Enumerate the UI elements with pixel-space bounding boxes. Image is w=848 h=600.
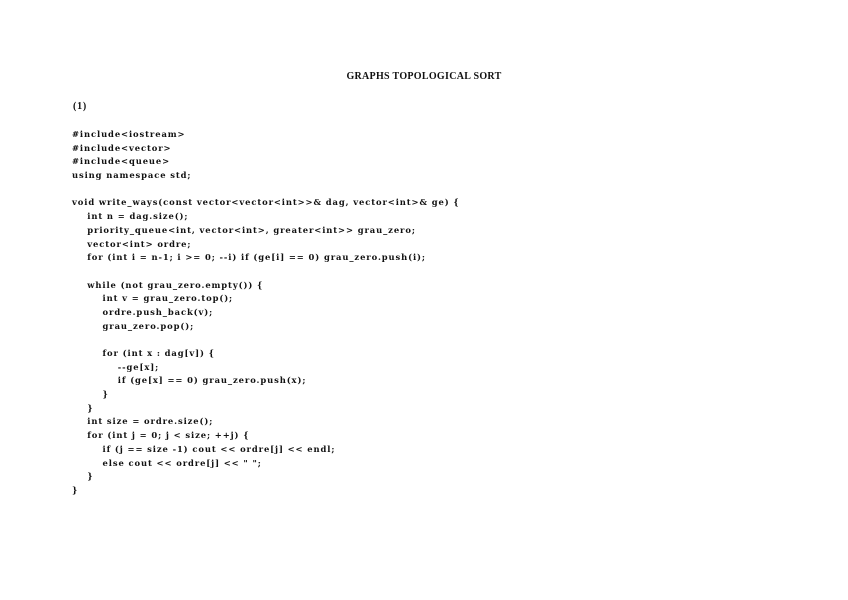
code-line: else cout << ordre[j] << " "; [72, 457, 262, 468]
code-line: grau_zero.pop(); [72, 320, 195, 331]
code-line: int n = dag.size(); [72, 211, 189, 222]
code-line: #include<vector> [72, 142, 172, 153]
code-line [72, 265, 460, 279]
code-line: priority_queue<int, vector<int>, greater<int>> grau_zero; [72, 224, 416, 235]
code-line: void write_ways(const vector<vector<int>>& dag, vector<int>& ge) { [72, 197, 460, 208]
code-line: using namespace std; [72, 170, 192, 181]
code-line: vector<int> ordre; [72, 238, 192, 249]
code-line: while (not grau_zero.empty()) { [72, 279, 264, 290]
code-block [72, 128, 460, 498]
code-line: } [72, 402, 94, 413]
code-line: } [72, 471, 94, 482]
code-line: --ge[x]; [72, 361, 160, 372]
code-line: } [72, 389, 109, 400]
code-line: if (ge[x] == 0) grau_zero.push(x); [72, 375, 307, 386]
code-line [72, 333, 460, 347]
code-line: int size = ordre.size(); [72, 416, 214, 427]
code-line [72, 183, 460, 197]
section-label: (1) [73, 101, 88, 112]
code-line: int v = grau_zero.top(); [72, 293, 234, 304]
code-line: #include<queue> [72, 156, 171, 167]
code-line: } [72, 484, 79, 495]
code-line: for (int x : dag[v]) { [72, 348, 215, 358]
page-title: GRAPHS TOPOLOGICAL SORT [346, 71, 502, 82]
code-line: #include<iostream> [72, 129, 186, 139]
code-line: for (int j = 0; j < size; ++j) { [72, 430, 250, 441]
code-line: for (int i = n-1; i >= 0; --i) if (ge[i] == 0) grau_zero.push(i); [72, 252, 426, 263]
code-line: if (j == size -1) cout << ordre[j] << endl; [72, 443, 336, 454]
code-line: ordre.push_back(v); [72, 306, 214, 317]
